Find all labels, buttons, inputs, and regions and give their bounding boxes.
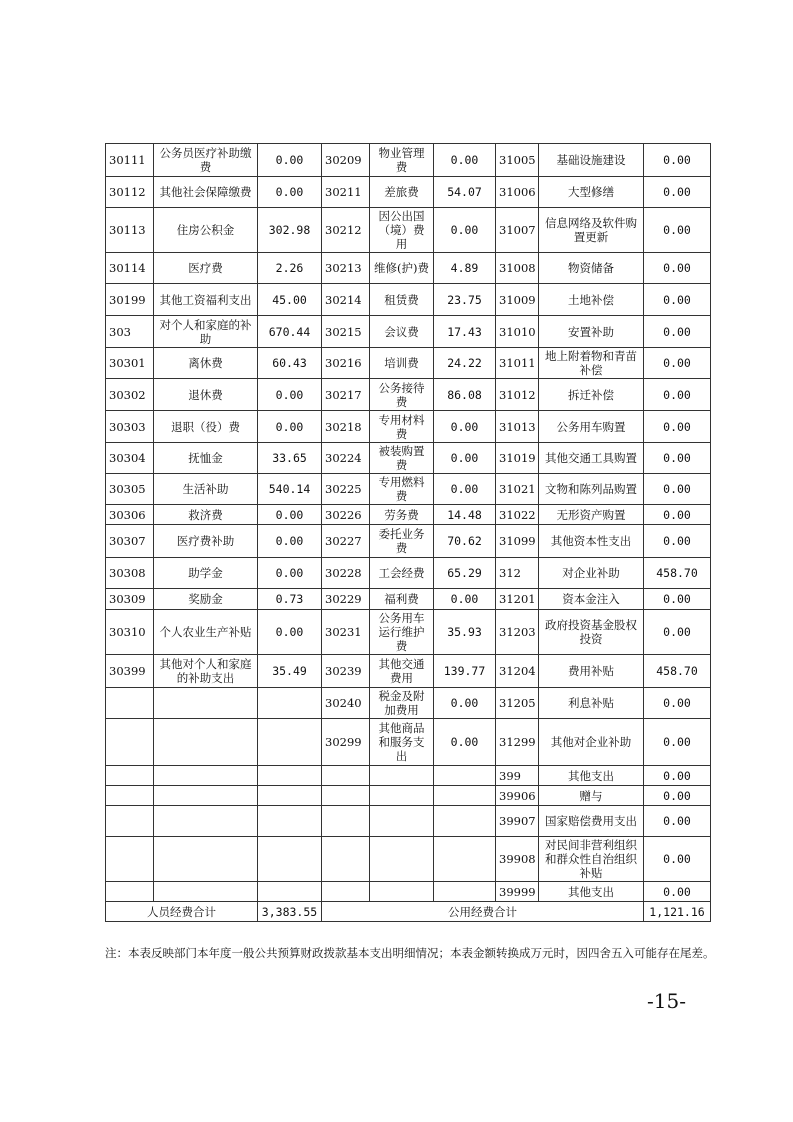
cell-item-name: 培训费 <box>370 348 434 379</box>
cell-amount <box>258 882 322 902</box>
table-row <box>106 208 711 253</box>
cell-amount: 0.00 <box>258 558 322 589</box>
cell-item-name <box>370 786 434 806</box>
cell-code: 30399 <box>106 655 154 688</box>
cell-item-name <box>154 719 258 766</box>
cell-item-name: 劳务费 <box>370 505 434 525</box>
cell-amount: 0.00 <box>258 144 322 177</box>
cell-amount: 0.00 <box>644 284 711 316</box>
cell-item-name: 差旅费 <box>370 177 434 208</box>
cell-amount: 0.00 <box>258 525 322 558</box>
cell-code: 31021 <box>496 474 539 505</box>
cell-amount <box>434 766 496 786</box>
cell-code: 30217 <box>322 379 370 411</box>
cell-amount <box>258 719 322 766</box>
cell-code: 30112 <box>106 177 154 208</box>
cell-item-name: 对个人和家庭的补助 <box>154 316 258 348</box>
cell-item-name: 其他交通工具购置 <box>539 443 644 474</box>
table-row <box>106 558 711 589</box>
table-row <box>106 837 711 882</box>
cell-code: 30226 <box>322 505 370 525</box>
cell-code: 31099 <box>496 525 539 558</box>
cell-code <box>106 766 154 786</box>
cell-item-name: 工会经费 <box>370 558 434 589</box>
table-row <box>106 806 711 837</box>
cell-amount: 60.43 <box>258 348 322 379</box>
cell-item-name: 租赁费 <box>370 284 434 316</box>
cell-code: 30229 <box>322 589 370 610</box>
cell-amount: 0.00 <box>434 208 496 253</box>
cell-amount: 0.00 <box>258 411 322 443</box>
table-row <box>106 589 711 610</box>
cell-amount: 45.00 <box>258 284 322 316</box>
table-row <box>106 443 711 474</box>
table-footnote: 注：本表反映部门本年度一般公共预算财政拨款基本支出明细情况；本表金额转换成万元时，因四舍五入可能存在尾差。 <box>105 946 715 960</box>
cell-code <box>322 766 370 786</box>
cell-item-name: 救济费 <box>154 505 258 525</box>
table-body <box>106 144 711 902</box>
cell-amount: 0.00 <box>434 443 496 474</box>
cell-amount: 0.00 <box>644 177 711 208</box>
cell-item-name: 专用材料费 <box>370 411 434 443</box>
cell-amount <box>434 882 496 902</box>
cell-amount <box>258 688 322 719</box>
cell-code: 30309 <box>106 589 154 610</box>
cell-code: 30227 <box>322 525 370 558</box>
cell-item-name: 对民间非营利组织和群众性自治组织补贴 <box>539 837 644 882</box>
cell-amount: 302.98 <box>258 208 322 253</box>
cell-amount: 540.14 <box>258 474 322 505</box>
cell-item-name: 其他支出 <box>539 766 644 786</box>
cell-item-name: 安置补助 <box>539 316 644 348</box>
cell-amount: 0.00 <box>644 786 711 806</box>
cell-item-name: 对企业补助 <box>539 558 644 589</box>
cell-amount: 0.00 <box>434 474 496 505</box>
cell-item-name: 公务用车购置 <box>539 411 644 443</box>
cell-code: 31204 <box>496 655 539 688</box>
cell-item-name: 其他支出 <box>539 882 644 902</box>
cell-item-name: 信息网络及软件购置更新 <box>539 208 644 253</box>
cell-code: 30199 <box>106 284 154 316</box>
cell-code: 31007 <box>496 208 539 253</box>
cell-code: 30228 <box>322 558 370 589</box>
cell-amount: 0.00 <box>434 589 496 610</box>
cell-item-name: 委托业务费 <box>370 525 434 558</box>
cell-code: 31005 <box>496 144 539 177</box>
cell-item-name: 退职（役）费 <box>154 411 258 443</box>
cell-item-name: 维修(护)费 <box>370 253 434 284</box>
cell-code: 30211 <box>322 177 370 208</box>
cell-amount: 4.89 <box>434 253 496 284</box>
cell-item-name: 生活补助 <box>154 474 258 505</box>
cell-item-name: 公务接待费 <box>370 379 434 411</box>
cell-item-name <box>370 882 434 902</box>
cell-code: 30213 <box>322 253 370 284</box>
table-row <box>106 655 711 688</box>
cell-item-name: 无形资产购置 <box>539 505 644 525</box>
cell-item-name <box>154 806 258 837</box>
cell-item-name <box>154 766 258 786</box>
cell-amount: 14.48 <box>434 505 496 525</box>
cell-item-name: 会议费 <box>370 316 434 348</box>
cell-amount: 458.70 <box>644 655 711 688</box>
cell-item-name: 其他社会保障缴费 <box>154 177 258 208</box>
cell-item-name: 利息补贴 <box>539 688 644 719</box>
cell-item-name: 文物和陈列品购置 <box>539 474 644 505</box>
cell-code: 312 <box>496 558 539 589</box>
cell-code: 30307 <box>106 525 154 558</box>
table-row <box>106 253 711 284</box>
cell-code: 31008 <box>496 253 539 284</box>
cell-code <box>322 786 370 806</box>
cell-item-name: 赠与 <box>539 786 644 806</box>
cell-code: 30306 <box>106 505 154 525</box>
table-row <box>106 379 711 411</box>
cell-item-name: 公务用车运行维护费 <box>370 610 434 655</box>
cell-amount: 0.00 <box>644 411 711 443</box>
cell-item-name: 费用补贴 <box>539 655 644 688</box>
cell-item-name: 奖励金 <box>154 589 258 610</box>
cell-item-name: 专用燃料费 <box>370 474 434 505</box>
table-row <box>106 177 711 208</box>
cell-amount: 0.00 <box>644 882 711 902</box>
cell-item-name: 其他对个人和家庭的补助支出 <box>154 655 258 688</box>
cell-amount: 0.00 <box>644 525 711 558</box>
cell-code: 31013 <box>496 411 539 443</box>
cell-amount: 0.00 <box>434 411 496 443</box>
cell-code: 30114 <box>106 253 154 284</box>
cell-amount: 54.07 <box>434 177 496 208</box>
cell-code: 30302 <box>106 379 154 411</box>
cell-item-name: 住房公积金 <box>154 208 258 253</box>
table-row <box>106 719 711 766</box>
cell-amount: 0.00 <box>644 806 711 837</box>
cell-item-name: 其他资本性支出 <box>539 525 644 558</box>
cell-amount: 458.70 <box>644 558 711 589</box>
cell-code: 39907 <box>496 806 539 837</box>
cell-code: 31203 <box>496 610 539 655</box>
table-row <box>106 348 711 379</box>
cell-code: 30215 <box>322 316 370 348</box>
cell-amount: 0.00 <box>644 766 711 786</box>
cell-amount: 0.00 <box>258 177 322 208</box>
cell-item-name <box>370 806 434 837</box>
cell-item-name: 其他工资福利支出 <box>154 284 258 316</box>
table-row <box>106 688 711 719</box>
cell-item-name: 拆迁补偿 <box>539 379 644 411</box>
cell-item-name: 物资储备 <box>539 253 644 284</box>
cell-code: 39999 <box>496 882 539 902</box>
cell-item-name: 物业管理费 <box>370 144 434 177</box>
cell-amount: 65.29 <box>434 558 496 589</box>
cell-item-name: 土地补偿 <box>539 284 644 316</box>
cell-amount <box>258 766 322 786</box>
cell-code: 30212 <box>322 208 370 253</box>
cell-amount: 0.00 <box>644 505 711 525</box>
cell-item-name: 离休费 <box>154 348 258 379</box>
cell-amount <box>258 786 322 806</box>
cell-code: 31022 <box>496 505 539 525</box>
cell-amount: 0.00 <box>644 348 711 379</box>
cell-amount <box>258 837 322 882</box>
cell-amount: 0.00 <box>644 144 711 177</box>
cell-item-name: 资本金注入 <box>539 589 644 610</box>
expense-detail-table <box>105 143 711 922</box>
cell-code: 30224 <box>322 443 370 474</box>
cell-code: 30239 <box>322 655 370 688</box>
cell-amount: 0.00 <box>644 688 711 719</box>
cell-amount: 24.22 <box>434 348 496 379</box>
cell-item-name: 地上附着物和青苗补偿 <box>539 348 644 379</box>
cell-amount: 0.00 <box>434 719 496 766</box>
cell-amount: 0.00 <box>644 719 711 766</box>
cell-amount: 17.43 <box>434 316 496 348</box>
cell-item-name: 国家赔偿费用支出 <box>539 806 644 837</box>
cell-code <box>106 837 154 882</box>
cell-code: 31010 <box>496 316 539 348</box>
summary-row <box>106 902 711 922</box>
cell-code: 31019 <box>496 443 539 474</box>
cell-code: 303 <box>106 316 154 348</box>
cell-amount: 670.44 <box>258 316 322 348</box>
cell-item-name: 助学金 <box>154 558 258 589</box>
cell-amount: 0.00 <box>644 837 711 882</box>
cell-amount: 35.49 <box>258 655 322 688</box>
cell-code: 30304 <box>106 443 154 474</box>
cell-code: 30231 <box>322 610 370 655</box>
cell-item-name: 大型修缮 <box>539 177 644 208</box>
personnel-total-label: 人员经费合计 <box>106 902 258 922</box>
cell-amount <box>258 806 322 837</box>
cell-amount: 0.00 <box>644 610 711 655</box>
cell-amount: 70.62 <box>434 525 496 558</box>
cell-item-name: 政府投资基金股权投资 <box>539 610 644 655</box>
table-row <box>106 882 711 902</box>
cell-item-name: 医疗费补助 <box>154 525 258 558</box>
cell-item-name <box>370 766 434 786</box>
cell-code: 31009 <box>496 284 539 316</box>
cell-amount <box>434 786 496 806</box>
cell-item-name: 福利费 <box>370 589 434 610</box>
cell-item-name: 其他对企业补助 <box>539 719 644 766</box>
cell-item-name: 被装购置费 <box>370 443 434 474</box>
cell-amount: 139.77 <box>434 655 496 688</box>
cell-amount: 0.00 <box>258 379 322 411</box>
cell-code: 31299 <box>496 719 539 766</box>
cell-amount <box>434 806 496 837</box>
table-row <box>106 411 711 443</box>
cell-code: 30301 <box>106 348 154 379</box>
cell-code: 30299 <box>322 719 370 766</box>
cell-item-name: 退休费 <box>154 379 258 411</box>
cell-code <box>106 882 154 902</box>
cell-code: 39906 <box>496 786 539 806</box>
cell-code: 31011 <box>496 348 539 379</box>
page-number: -15- <box>647 989 686 1013</box>
cell-item-name: 其他交通费用 <box>370 655 434 688</box>
cell-code: 30308 <box>106 558 154 589</box>
cell-code: 30111 <box>106 144 154 177</box>
cell-item-name: 基础设施建设 <box>539 144 644 177</box>
cell-code <box>106 688 154 719</box>
cell-item-name: 医疗费 <box>154 253 258 284</box>
cell-code: 31205 <box>496 688 539 719</box>
cell-amount: 0.00 <box>258 610 322 655</box>
cell-item-name: 公务员医疗补助缴费 <box>154 144 258 177</box>
cell-amount: 35.93 <box>434 610 496 655</box>
personnel-total-value: 3,383.55 <box>258 902 322 922</box>
cell-amount: 0.00 <box>258 505 322 525</box>
cell-code <box>106 719 154 766</box>
cell-item-name <box>154 786 258 806</box>
cell-amount: 0.00 <box>434 144 496 177</box>
cell-code: 30113 <box>106 208 154 253</box>
cell-amount: 23.75 <box>434 284 496 316</box>
cell-item-name: 税金及附加费用 <box>370 688 434 719</box>
cell-code <box>322 882 370 902</box>
cell-item-name <box>370 837 434 882</box>
cell-item-name <box>154 882 258 902</box>
cell-code: 30225 <box>322 474 370 505</box>
cell-amount: 0.00 <box>644 253 711 284</box>
cell-code: 30209 <box>322 144 370 177</box>
cell-item-name: 抚恤金 <box>154 443 258 474</box>
cell-amount: 0.00 <box>644 443 711 474</box>
table-row <box>106 766 711 786</box>
cell-amount: 33.65 <box>258 443 322 474</box>
cell-amount: 86.08 <box>434 379 496 411</box>
cell-code: 31006 <box>496 177 539 208</box>
cell-code: 30240 <box>322 688 370 719</box>
cell-code <box>106 806 154 837</box>
cell-amount <box>434 837 496 882</box>
cell-item-name: 个人农业生产补贴 <box>154 610 258 655</box>
public-total-value: 1,121.16 <box>644 902 711 922</box>
cell-amount: 0.00 <box>644 474 711 505</box>
cell-code: 30216 <box>322 348 370 379</box>
cell-amount: 0.00 <box>434 688 496 719</box>
cell-code: 30218 <box>322 411 370 443</box>
cell-amount: 0.00 <box>644 316 711 348</box>
cell-item-name: 其他商品和服务支出 <box>370 719 434 766</box>
table-row <box>106 284 711 316</box>
table-row <box>106 144 711 177</box>
cell-amount: 2.26 <box>258 253 322 284</box>
cell-amount: 0.00 <box>644 589 711 610</box>
table-row <box>106 316 711 348</box>
cell-code: 399 <box>496 766 539 786</box>
cell-code <box>322 806 370 837</box>
cell-amount: 0.73 <box>258 589 322 610</box>
cell-code: 31201 <box>496 589 539 610</box>
table-row <box>106 474 711 505</box>
cell-code: 30303 <box>106 411 154 443</box>
cell-item-name <box>154 837 258 882</box>
table-row <box>106 786 711 806</box>
cell-amount: 0.00 <box>644 208 711 253</box>
cell-code: 30310 <box>106 610 154 655</box>
cell-item-name: 因公出国（境）费用 <box>370 208 434 253</box>
table-row <box>106 505 711 525</box>
cell-item-name <box>154 688 258 719</box>
cell-code: 31012 <box>496 379 539 411</box>
cell-code: 30214 <box>322 284 370 316</box>
cell-code <box>106 786 154 806</box>
cell-code: 39908 <box>496 837 539 882</box>
public-total-label: 公用经费合计 <box>322 902 644 922</box>
cell-code: 30305 <box>106 474 154 505</box>
table-row <box>106 610 711 655</box>
table-row <box>106 525 711 558</box>
cell-code <box>322 837 370 882</box>
cell-amount: 0.00 <box>644 379 711 411</box>
